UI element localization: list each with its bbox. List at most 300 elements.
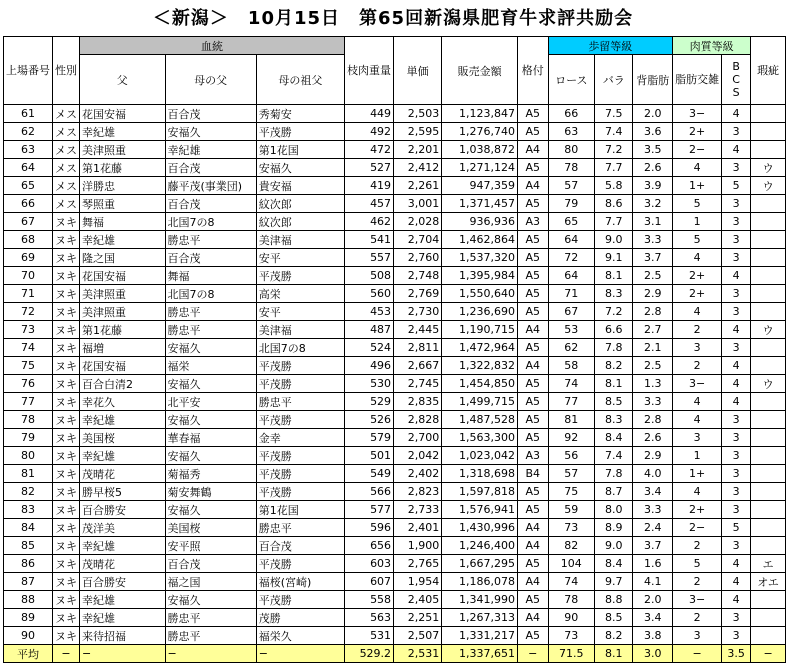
cell-edaniku: 577: [345, 501, 394, 519]
cell-edaniku: 492: [345, 123, 394, 141]
cell-roast: 57: [548, 465, 595, 483]
cell-sebo: 3.3: [633, 393, 673, 411]
cell-kingaku: 1,267,313: [442, 609, 518, 627]
cell-chichi: 幸紀雄: [80, 537, 166, 555]
cell-bango: 81: [4, 465, 53, 483]
cell-bcs: 3: [722, 303, 751, 321]
cell-bango: 62: [4, 123, 53, 141]
cell-kingaku: 947,359: [442, 177, 518, 195]
cell-roast: 82: [548, 537, 595, 555]
table-row: [4, 627, 786, 645]
cell-sebo: 4.1: [633, 573, 673, 591]
cell-edaniku: 524: [345, 339, 394, 357]
cell-shibo: 5: [673, 555, 722, 573]
cell-roast: 65: [548, 213, 595, 231]
cell-sebo: 3.7: [633, 249, 673, 267]
cell-seibetsu: ヌキ: [53, 429, 80, 447]
cell-bango: 66: [4, 195, 53, 213]
table-row: [4, 231, 786, 249]
cell-kakuzuke: A5: [518, 267, 548, 285]
cell-roast: 77: [548, 393, 595, 411]
cell-tanka: 2,261: [394, 177, 442, 195]
cell-roast: 74: [548, 375, 595, 393]
cell-sebo: 3.7: [633, 537, 673, 555]
cell-edaniku: 563: [345, 609, 394, 627]
cell-haha-chichi: 安福久: [165, 339, 256, 357]
cell-bcs: 3: [722, 285, 751, 303]
cell-haha-chichi: 百合茂: [165, 195, 256, 213]
cell-kashi: ウ: [751, 321, 786, 339]
cell-tanka: 2,531: [394, 645, 442, 663]
cell-bcs: 3: [722, 609, 751, 627]
cell-edaniku: 526: [345, 411, 394, 429]
cell-bcs: 3: [722, 501, 751, 519]
col-header-bcs: B C S: [722, 55, 751, 105]
cell-haha-sofu: 第1花国: [256, 141, 344, 159]
cell-shibo: 1+: [673, 465, 722, 483]
table-row: [4, 465, 786, 483]
col-header-tanka: 単価: [394, 37, 442, 105]
cell-seibetsu: ヌキ: [53, 519, 80, 537]
cell-bara: 8.3: [595, 285, 633, 303]
table-row: [4, 519, 786, 537]
cell-haha-sofu: 茂勝: [256, 609, 344, 627]
cell-roast: 78: [548, 591, 595, 609]
cell-haha-sofu: 美津福: [256, 231, 344, 249]
cell-haha-sofu: 平茂勝: [256, 267, 344, 285]
cell-kakuzuke: A5: [518, 375, 548, 393]
cell-seibetsu: ヌキ: [53, 285, 80, 303]
cell-chichi: 幸紀雄: [80, 609, 166, 627]
cell-kashi: [751, 141, 786, 159]
cell-bango: 89: [4, 609, 53, 627]
cell-kingaku: 1,430,996: [442, 519, 518, 537]
cell-bcs: 4: [722, 555, 751, 573]
cell-sebo: 2.7: [633, 321, 673, 339]
cell-shibo: 4: [673, 411, 722, 429]
cell-roast: 72: [548, 249, 595, 267]
cell-roast: 71.5: [548, 645, 595, 663]
table-row: [4, 483, 786, 501]
col-header-haha-chichi: 母の父: [165, 55, 256, 105]
cell-kakuzuke: A4: [518, 537, 548, 555]
cell-kingaku: 1,454,850: [442, 375, 518, 393]
cell-haha-sofu: −: [256, 645, 344, 663]
cell-chichi: 花国安福: [80, 105, 166, 123]
cell-seibetsu: ヌキ: [53, 321, 80, 339]
cell-bcs: 3: [722, 249, 751, 267]
cell-kashi: [751, 465, 786, 483]
cell-shibo: 4: [673, 393, 722, 411]
cell-tanka: 3,001: [394, 195, 442, 213]
cell-haha-chichi: 百合茂: [165, 105, 256, 123]
cell-kakuzuke: A5: [518, 555, 548, 573]
cell-kashi: [751, 285, 786, 303]
cell-tanka: 2,769: [394, 285, 442, 303]
cell-edaniku: 557: [345, 249, 394, 267]
col-header-chichi: 父: [80, 55, 166, 105]
cell-bcs: 3: [722, 231, 751, 249]
cell-haha-chichi: 華春福: [165, 429, 256, 447]
cell-edaniku: 487: [345, 321, 394, 339]
cell-haha-sofu: 福桜(宮崎): [256, 573, 344, 591]
cell-edaniku: 596: [345, 519, 394, 537]
cell-shibo: 2+: [673, 267, 722, 285]
cell-bara: 7.8: [595, 339, 633, 357]
cell-bara: 9.0: [595, 537, 633, 555]
cell-haha-chichi: 幸紀雄: [165, 141, 256, 159]
cell-sebo: 3.0: [633, 645, 673, 663]
cell-bango: 75: [4, 357, 53, 375]
cell-roast: 64: [548, 231, 595, 249]
cell-bara: 8.1: [595, 645, 633, 663]
cell-chichi: 隆之国: [80, 249, 166, 267]
cell-bcs: 3: [722, 447, 751, 465]
cell-haha-sofu: 北国7の8: [256, 339, 344, 357]
cell-roast: 74: [548, 573, 595, 591]
cell-tanka: 2,704: [394, 231, 442, 249]
cell-bango: 73: [4, 321, 53, 339]
cell-sebo: 3.8: [633, 627, 673, 645]
table-row: [4, 339, 786, 357]
cell-bara: 8.0: [595, 501, 633, 519]
cell-kingaku: 1,246,400: [442, 537, 518, 555]
cell-sebo: 1.6: [633, 555, 673, 573]
cell-chichi: 幸紀雄: [80, 447, 166, 465]
cell-kingaku: 1,341,990: [442, 591, 518, 609]
cell-bara: 8.4: [595, 429, 633, 447]
cell-kingaku: 1,395,984: [442, 267, 518, 285]
cell-kashi: [751, 303, 786, 321]
cell-haha-sofu: 美津福: [256, 321, 344, 339]
cell-kashi: エ: [751, 555, 786, 573]
cell-edaniku: 603: [345, 555, 394, 573]
cell-edaniku: 558: [345, 591, 394, 609]
cell-haha-chichi: 菊福秀: [165, 465, 256, 483]
cell-kingaku: 1,576,941: [442, 501, 518, 519]
cell-chichi: 幸紀雄: [80, 591, 166, 609]
col-header-kashi: 瑕疵: [751, 37, 786, 105]
cell-haha-chichi: 安福久: [165, 123, 256, 141]
cell-chichi: 舞福: [80, 213, 166, 231]
cell-kakuzuke: B4: [518, 465, 548, 483]
cell-chichi: 花国安福: [80, 267, 166, 285]
cell-sebo: 2.8: [633, 303, 673, 321]
cell-shibo: −: [673, 645, 722, 663]
cell-tanka: 2,412: [394, 159, 442, 177]
table-row: [4, 537, 786, 555]
cell-kakuzuke: A5: [518, 285, 548, 303]
cell-haha-chichi: 勝忠平: [165, 231, 256, 249]
cell-haha-chichi: 安福久: [165, 501, 256, 519]
cell-kakuzuke: A4: [518, 519, 548, 537]
cell-haha-sofu: 安福久: [256, 159, 344, 177]
cell-kashi: [751, 249, 786, 267]
table-row: [4, 447, 786, 465]
cell-haha-sofu: 紋次郎: [256, 213, 344, 231]
cell-bcs: 3: [722, 465, 751, 483]
cell-seibetsu: ヌキ: [53, 339, 80, 357]
cell-shibo: 3−: [673, 105, 722, 123]
cell-kingaku: 1,487,528: [442, 411, 518, 429]
cell-bcs: 4: [722, 393, 751, 411]
table-row: [4, 393, 786, 411]
cell-tanka: 2,748: [394, 267, 442, 285]
cell-kakuzuke: A5: [518, 429, 548, 447]
cell-roast: 90: [548, 609, 595, 627]
cell-bara: 8.6: [595, 195, 633, 213]
cell-tanka: 2,811: [394, 339, 442, 357]
cell-haha-chichi: 美国桜: [165, 519, 256, 537]
cell-roast: 63: [548, 123, 595, 141]
cell-roast: 64: [548, 267, 595, 285]
cell-seibetsu: ヌキ: [53, 303, 80, 321]
cell-roast: 71: [548, 285, 595, 303]
cell-bango: 68: [4, 231, 53, 249]
cell-sebo: 2.5: [633, 357, 673, 375]
cell-kashi: −: [751, 645, 786, 663]
cell-bara: 7.7: [595, 213, 633, 231]
cell-shibo: 2: [673, 609, 722, 627]
cell-roast: 73: [548, 519, 595, 537]
cell-kingaku: 1,322,832: [442, 357, 518, 375]
cell-kakuzuke: A5: [518, 411, 548, 429]
cell-edaniku: 560: [345, 285, 394, 303]
table-row: [4, 249, 786, 267]
table-row: [4, 213, 786, 231]
cell-sebo: 2.0: [633, 591, 673, 609]
cell-haha-sofu: 平茂勝: [256, 123, 344, 141]
cell-seibetsu: ヌキ: [53, 249, 80, 267]
cell-kashi: [751, 339, 786, 357]
col-header-roast: ロース: [548, 55, 595, 105]
table-body: [4, 105, 786, 663]
cell-bara: 8.5: [595, 393, 633, 411]
cell-kakuzuke: A4: [518, 177, 548, 195]
cell-bcs: 4: [722, 375, 751, 393]
col-header-sebo: 背脂肪: [633, 55, 673, 105]
cell-kakuzuke: A3: [518, 447, 548, 465]
cell-kashi: [751, 537, 786, 555]
cell-seibetsu: メス: [53, 177, 80, 195]
cell-sebo: 2.6: [633, 429, 673, 447]
cell-shibo: 2: [673, 321, 722, 339]
cell-edaniku: 541: [345, 231, 394, 249]
cell-seibetsu: ヌキ: [53, 357, 80, 375]
cell-tanka: 2,251: [394, 609, 442, 627]
cell-bara: 7.2: [595, 303, 633, 321]
cell-sebo: 2.8: [633, 411, 673, 429]
cell-kashi: [751, 105, 786, 123]
cell-kingaku: 1,271,124: [442, 159, 518, 177]
cell-tanka: 2,402: [394, 465, 442, 483]
cell-kashi: [751, 501, 786, 519]
cell-kashi: [751, 231, 786, 249]
cell-seibetsu: ヌキ: [53, 393, 80, 411]
cell-sebo: 3.6: [633, 123, 673, 141]
cell-shibo: 5: [673, 195, 722, 213]
cell-haha-chichi: 百合茂: [165, 159, 256, 177]
cell-kakuzuke: −: [518, 645, 548, 663]
cell-kakuzuke: A5: [518, 627, 548, 645]
cell-chichi: 美国桜: [80, 429, 166, 447]
cell-bango: 84: [4, 519, 53, 537]
cell-kashi: [751, 357, 786, 375]
col-header-kingaku: 販売金額: [442, 37, 518, 105]
cell-kingaku: 1,318,698: [442, 465, 518, 483]
cell-haha-chichi: 藤平茂(事業団): [165, 177, 256, 195]
cell-kakuzuke: A3: [518, 213, 548, 231]
cell-haha-chichi: 安福久: [165, 447, 256, 465]
cell-roast: 78: [548, 159, 595, 177]
cell-bcs: 3: [722, 123, 751, 141]
table-row: [4, 141, 786, 159]
cell-chichi: 百合白清2: [80, 375, 166, 393]
cell-haha-chichi: 勝忠平: [165, 609, 256, 627]
cell-edaniku: 530: [345, 375, 394, 393]
cell-sebo: 3.1: [633, 213, 673, 231]
cell-bcs: 4: [722, 321, 751, 339]
cell-tanka: 2,700: [394, 429, 442, 447]
cell-bara: 9.7: [595, 573, 633, 591]
cell-kashi: [751, 123, 786, 141]
cell-roast: 75: [548, 483, 595, 501]
cell-kingaku: 1,563,300: [442, 429, 518, 447]
cell-seibetsu: ヌキ: [53, 213, 80, 231]
cell-bango: 76: [4, 375, 53, 393]
page-title: ＜新潟＞ 10月15日 第65回新潟県肥育牛求評共励会: [152, 8, 634, 29]
cell-haha-chichi: −: [165, 645, 256, 663]
cell-bcs: 4: [722, 573, 751, 591]
cell-kingaku: 1,499,715: [442, 393, 518, 411]
cell-kingaku: 936,936: [442, 213, 518, 231]
cell-roast: 79: [548, 195, 595, 213]
cell-chichi: 美津照重: [80, 303, 166, 321]
cell-edaniku: 529.2: [345, 645, 394, 663]
table-row: [4, 591, 786, 609]
cell-haha-sofu: 平茂勝: [256, 555, 344, 573]
cell-bara: 9.0: [595, 231, 633, 249]
cell-kashi: [751, 447, 786, 465]
cell-seibetsu: ヌキ: [53, 537, 80, 555]
cell-chichi: 第1花藤: [80, 159, 166, 177]
cell-bango: 65: [4, 177, 53, 195]
col-header-bango: 上場番号: [4, 37, 53, 105]
cell-kakuzuke: A5: [518, 303, 548, 321]
cell-edaniku: 419: [345, 177, 394, 195]
cell-kingaku: 1,276,740: [442, 123, 518, 141]
cell-bara: 7.2: [595, 141, 633, 159]
cell-bara: 6.6: [595, 321, 633, 339]
cell-tanka: 2,595: [394, 123, 442, 141]
cell-tanka: 2,823: [394, 483, 442, 501]
cell-seibetsu: ヌキ: [53, 555, 80, 573]
cell-shibo: 3−: [673, 591, 722, 609]
table-row: [4, 159, 786, 177]
cell-roast: 81: [548, 411, 595, 429]
cell-seibetsu: ヌキ: [53, 231, 80, 249]
cell-bango: 85: [4, 537, 53, 555]
cell-chichi: 洋勝忠: [80, 177, 166, 195]
cell-chichi: 琴照重: [80, 195, 166, 213]
cell-bara: 7.7: [595, 159, 633, 177]
cell-kashi: [751, 591, 786, 609]
cell-bcs: 4: [722, 357, 751, 375]
col-header-shibo: 脂肪交雑: [673, 55, 722, 105]
cell-kashi: オエ: [751, 573, 786, 591]
cell-bango: 77: [4, 393, 53, 411]
table-row: [4, 411, 786, 429]
cell-haha-sofu: 平茂勝: [256, 591, 344, 609]
cell-roast: 56: [548, 447, 595, 465]
cell-bango: 86: [4, 555, 53, 573]
cell-seibetsu: ヌキ: [53, 267, 80, 285]
cell-tanka: 1,900: [394, 537, 442, 555]
cell-bango: 78: [4, 411, 53, 429]
cell-shibo: 2−: [673, 519, 722, 537]
cell-edaniku: 566: [345, 483, 394, 501]
cell-kingaku: 1,331,217: [442, 627, 518, 645]
cell-roast: 73: [548, 627, 595, 645]
cell-bcs: 3: [722, 537, 751, 555]
cell-sebo: 2.9: [633, 447, 673, 465]
cell-shibo: 1+: [673, 177, 722, 195]
cell-tanka: 1,954: [394, 573, 442, 591]
cell-shibo: 4: [673, 159, 722, 177]
cell-tanka: 2,667: [394, 357, 442, 375]
cell-kakuzuke: A5: [518, 105, 548, 123]
cell-bara: 8.1: [595, 375, 633, 393]
cell-chichi: 勝早桜5: [80, 483, 166, 501]
cell-bango: 87: [4, 573, 53, 591]
cell-haha-sofu: 勝忠平: [256, 519, 344, 537]
table-row: [4, 321, 786, 339]
cell-chichi: 幸紀雄: [80, 123, 166, 141]
cell-kingaku: 1,337,651: [442, 645, 518, 663]
cell-kingaku: 1,537,320: [442, 249, 518, 267]
cell-haha-sofu: 勝忠平: [256, 393, 344, 411]
cell-seibetsu: ヌキ: [53, 375, 80, 393]
cell-kakuzuke: A5: [518, 249, 548, 267]
cell-roast: 67: [548, 303, 595, 321]
cell-kashi: [751, 411, 786, 429]
cell-bango: 71: [4, 285, 53, 303]
cell-kingaku: 1,023,042: [442, 447, 518, 465]
cell-seibetsu: ヌキ: [53, 483, 80, 501]
cell-chichi: 百合勝安: [80, 501, 166, 519]
cell-haha-sofu: 平茂勝: [256, 483, 344, 501]
cell-kingaku: 1,190,715: [442, 321, 518, 339]
cell-edaniku: 453: [345, 303, 394, 321]
cell-chichi: 福増: [80, 339, 166, 357]
cell-kashi: [751, 393, 786, 411]
cell-shibo: 3: [673, 627, 722, 645]
cell-edaniku: 656: [345, 537, 394, 555]
cell-roast: 80: [548, 141, 595, 159]
cell-bango: 平均: [4, 645, 53, 663]
cell-seibetsu: ヌキ: [53, 447, 80, 465]
cell-bara: 8.9: [595, 519, 633, 537]
cell-shibo: 2: [673, 357, 722, 375]
cell-edaniku: 449: [345, 105, 394, 123]
cell-kakuzuke: A4: [518, 141, 548, 159]
cell-kingaku: 1,550,640: [442, 285, 518, 303]
table-row: [4, 357, 786, 375]
cell-kakuzuke: A5: [518, 339, 548, 357]
cell-kashi: ウ: [751, 177, 786, 195]
cell-chichi: 幸花久: [80, 393, 166, 411]
cell-tanka: 2,765: [394, 555, 442, 573]
